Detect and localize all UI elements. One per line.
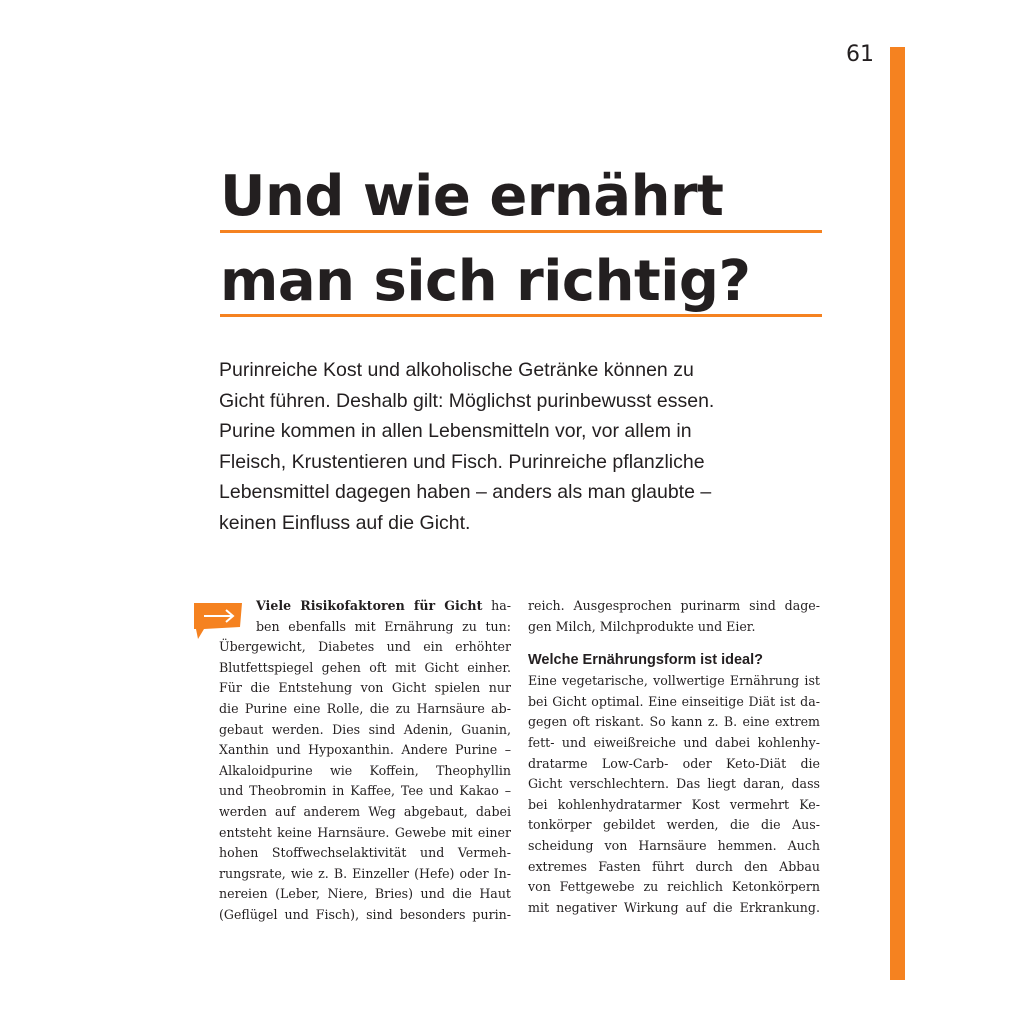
body-line: dratarme Low-Carb- oder Keto-Diät die	[528, 755, 820, 771]
section-subheading: Welche Ernährungsform ist ideal?	[528, 652, 764, 669]
body-line: fett- und eiweißreiche und dabei kohlenhy-	[528, 734, 820, 750]
intro-line: Fleisch, Krustentieren und Fisch. Purinreiche pflanzliche	[219, 450, 705, 473]
body-line: hohen Stoffwechselaktivität und Vermeh-	[219, 845, 511, 861]
body-line: extremes Fasten führt durch den Abbau	[528, 858, 820, 874]
body-line: Für die Entstehung von Gicht spielen nur	[219, 680, 511, 696]
body-line: scheidung von Harnsäure hemmen. Auch	[528, 837, 820, 853]
body-line: Alkaloidpurine wie Koffein, Theophyllin	[219, 762, 511, 778]
intro-paragraph	[219, 355, 819, 538]
intro-line: Gicht führen. Deshalb gilt: Möglichst purinbewusst essen.	[219, 389, 715, 412]
body-line: gegen oft riskant. So kann z. B. eine extrem	[528, 714, 820, 730]
body-line: und Theobromin in Kaffee, Tee und Kakao –	[219, 783, 511, 799]
body-line: werden auf anderem Weg abgebaut, dabei	[219, 803, 511, 819]
body-line: Gicht verschlechtern. Das liegt daran, dass	[528, 776, 820, 792]
body-line: reich. Ausgesprochen purinarm sind dage-	[528, 598, 820, 613]
intro-line: Purinreiche Kost und alkoholische Getränke können zu	[219, 359, 694, 381]
body-line: von Fettgewebe zu reichlich Ketonkörpern	[528, 879, 820, 895]
body-line: Übergewicht, Diabetes und ein erhöhter	[219, 639, 511, 655]
body-line: ben ebenfalls mit Ernährung zu tun:	[256, 618, 511, 634]
body-line: bei kohlenhydratarmer Kost vermehrt Ke-	[528, 796, 820, 812]
body-line: Eine vegetarische, vollwertige Ernährung ist	[528, 673, 820, 689]
page-number: 61	[846, 42, 874, 67]
lead-in-bold: Viele Risikofaktoren für Gicht	[256, 598, 483, 613]
intro-line: Lebensmittel dagegen haben – anders als man glaubte –	[219, 481, 712, 503]
body-line: gen Milch, Milchprodukte und Eier.	[528, 618, 756, 634]
title-line-2: man sich richtig?	[220, 249, 751, 314]
body-column-right	[528, 596, 820, 918]
body-line: entsteht keine Harnsäure. Gewebe mit einer	[219, 824, 511, 840]
intro-line: keinen Einfluss auf die Gicht.	[219, 511, 471, 534]
body-line: bei Gicht optimal. Eine einseitige Diät ist da-	[528, 693, 820, 709]
paragraph-gap	[528, 637, 820, 649]
lead-in-rest: ha-	[491, 598, 511, 613]
body-line: rungsrate, wie z. B. Einzeller (Hefe) oder In-	[219, 865, 511, 881]
title-underline-2	[220, 314, 822, 317]
body-line: (Geflügel und Fisch), sind besonders purin-	[219, 906, 511, 922]
body-line: mit negativer Wirkung auf die Erkrankung.	[528, 899, 820, 915]
body-line	[219, 596, 511, 617]
body-line: die Purine eine Rolle, die zu Harnsäure ab-	[219, 700, 511, 716]
title-line-1: Und wie ernährt	[220, 164, 724, 229]
body-line: nereien (Leber, Niere, Bries) und die Haut	[219, 886, 511, 902]
orange-side-bar	[890, 47, 905, 980]
title-underline-1	[220, 230, 822, 233]
body-line: Xanthin und Hypoxanthin. Andere Purine –	[219, 742, 511, 758]
body-line: gebaut werden. Dies sind Adenin, Guanin,	[219, 721, 511, 737]
body-line: tonkörper gebildet werden, die die Aus-	[528, 817, 820, 833]
intro-line: Purine kommen in allen Lebensmitteln vor, vor allem in	[219, 420, 692, 442]
body-column-left	[219, 596, 511, 926]
body-line: Blutfettspiegel gehen oft mit Gicht einher.	[219, 659, 511, 675]
